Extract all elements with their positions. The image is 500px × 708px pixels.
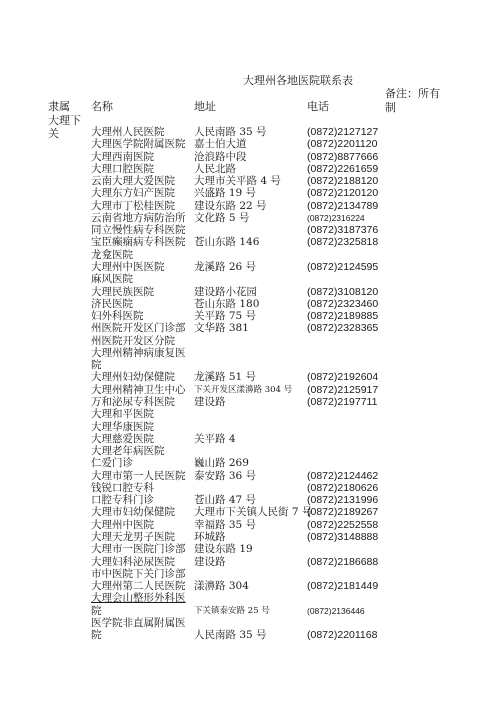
hospital-address: 龙溪路 26 号 bbox=[194, 261, 257, 273]
table-row bbox=[0, 236, 500, 248]
hospital-address: 漾濞路 304 bbox=[194, 580, 249, 592]
hospital-name: 大理州中医院 bbox=[91, 518, 154, 531]
header-address: 地址 bbox=[194, 100, 216, 113]
hospital-address: 文化路 5 号 bbox=[194, 211, 250, 224]
hospital-name: 大理市妇幼保健院 bbox=[91, 506, 175, 519]
table-row bbox=[0, 347, 500, 359]
table-row bbox=[0, 531, 500, 543]
table-row bbox=[0, 580, 500, 592]
hospital-phone: (0872)2189885 bbox=[307, 310, 379, 322]
table-row bbox=[0, 470, 500, 482]
hospital-address: 下关镇泰安路 25 号 bbox=[194, 605, 270, 616]
hospital-phone: (0872)2125917 bbox=[307, 383, 379, 396]
hospital-name: 大理州精神卫生中心 bbox=[91, 383, 186, 396]
hospital-name: 大理西南医院 bbox=[91, 150, 154, 163]
hospital-phone: (0872)2197711 bbox=[307, 395, 378, 408]
table-row bbox=[0, 273, 500, 285]
hospital-phone: (0872)3148888 bbox=[307, 530, 379, 543]
hospital-name: 大理民族医院 bbox=[91, 285, 154, 298]
hospital-address: 建设路小花园 bbox=[194, 285, 257, 298]
hospital-name: 大理妇科泌尿医院 bbox=[91, 555, 175, 568]
table-row bbox=[0, 212, 500, 224]
table-row bbox=[0, 617, 500, 629]
hospital-name: 市中医院下关门诊部 bbox=[91, 567, 186, 580]
table-row bbox=[0, 200, 500, 212]
hospital-name: 龙龛医院 bbox=[91, 248, 133, 261]
table-row bbox=[0, 310, 500, 322]
table-row bbox=[0, 261, 500, 273]
hospital-phone: (0872)2252558 bbox=[307, 518, 379, 531]
hospital-name: 院 bbox=[91, 604, 102, 617]
hospital-address: 幸福路 35 号 bbox=[194, 518, 257, 531]
hospital-name: 云南大理大爱医院 bbox=[91, 175, 175, 188]
table-row bbox=[0, 408, 500, 420]
header-phone: 电话 bbox=[307, 100, 329, 113]
hospital-address: 建设路 bbox=[194, 555, 226, 568]
hospital-address: 嘉士伯大道 bbox=[194, 138, 247, 151]
hospital-address: 人民南路 35 号 bbox=[194, 126, 267, 138]
hospital-phone: (0872)2180626 bbox=[307, 481, 379, 494]
hospital-name: 州医院开发区门诊部 bbox=[91, 322, 186, 335]
hospital-address: 人民南路 35 号 bbox=[194, 629, 267, 642]
hospital-name: 大理市一医院门诊部 bbox=[91, 543, 186, 556]
table-row bbox=[0, 494, 500, 506]
hospital-address: 苍山东路 180 bbox=[194, 297, 260, 310]
hospital-phone: (0872)2188120 bbox=[307, 175, 379, 188]
hospital-name: 云南省地方病防治所 bbox=[91, 211, 186, 224]
hospital-address: 苍山路 47 号 bbox=[194, 494, 257, 507]
table-row bbox=[0, 506, 500, 518]
hospital-address: 大理市下关镇人民街 7 号 bbox=[194, 506, 313, 519]
hospital-name: 钱锐口腔专科 bbox=[91, 481, 154, 494]
hospital-name: 大理东方妇产医院 bbox=[91, 187, 175, 200]
hospital-phone: (0872)8877666 bbox=[307, 150, 379, 163]
hospital-name: 口腔专科门诊 bbox=[91, 494, 154, 507]
hospital-name: 宝臣癫痫病专科医院 bbox=[91, 236, 186, 249]
hospital-name: 大理州人民医院 bbox=[91, 126, 165, 138]
table-row bbox=[0, 138, 500, 150]
hospital-phone: (0872)2136446 bbox=[307, 605, 365, 616]
table-row bbox=[0, 249, 500, 261]
table-row bbox=[0, 187, 500, 199]
table-row bbox=[0, 605, 500, 617]
hospital-address: 龙溪路 51 号 bbox=[194, 371, 257, 384]
hospital-name: 大理会山整形外科医 bbox=[91, 592, 186, 605]
hospital-address: 建设东路 19 bbox=[194, 543, 253, 556]
table-row bbox=[0, 224, 500, 236]
hospital-phone: (0872)2316224 bbox=[307, 212, 365, 223]
hospital-address: 兴盛路 19 号 bbox=[194, 187, 257, 200]
hospital-phone: (0872)2131996 bbox=[307, 494, 379, 507]
hospital-name: 大理市丁松桂医院 bbox=[91, 199, 175, 212]
hospital-name: 大理市第一人民医院 bbox=[91, 469, 186, 482]
hospital-phone: (0872)3108120 bbox=[307, 285, 379, 298]
table-row bbox=[0, 322, 500, 334]
hospital-address: 人民北路 bbox=[194, 162, 236, 175]
hospital-address: 环城路 bbox=[194, 530, 226, 543]
hospital-name: 济民医院 bbox=[91, 297, 133, 310]
hospital-phone: (0872)2325818 bbox=[307, 236, 379, 249]
hospital-phone: (0872)2201120 bbox=[307, 138, 378, 151]
hospital-phone: (0872)2127127 bbox=[307, 126, 379, 138]
hospital-address: 关平路 75 号 bbox=[194, 310, 257, 322]
hospital-phone: (0872)2189267 bbox=[307, 506, 379, 519]
hospital-phone: (0872)2124595 bbox=[307, 261, 379, 273]
table-row bbox=[0, 592, 500, 604]
table-row bbox=[0, 543, 500, 555]
table-row bbox=[0, 629, 500, 641]
hospital-name: 大理医学院附属医院 bbox=[91, 138, 186, 151]
hospital-name: 大理和平医院 bbox=[91, 408, 154, 421]
hospital-phone: (0872)2181449 bbox=[307, 580, 379, 592]
hospital-phone: (0872)2186688 bbox=[307, 555, 379, 568]
header-category: 隶属 bbox=[48, 100, 70, 113]
hospital-phone: (0872)3187376 bbox=[307, 224, 379, 237]
hospital-address: 泰安路 36 号 bbox=[194, 469, 257, 482]
table-row bbox=[0, 433, 500, 445]
hospital-name: 院 bbox=[91, 359, 102, 372]
hospital-phone: (0872)2328365 bbox=[307, 322, 379, 335]
table-row bbox=[0, 482, 500, 494]
table-row bbox=[0, 335, 500, 347]
remark-note: 备注：所有制 bbox=[385, 87, 440, 114]
hospital-address: 下关开发区漾濞路 304 号 bbox=[194, 384, 293, 395]
hospital-address: 巍山路 269 bbox=[194, 457, 249, 470]
table-row bbox=[0, 359, 500, 371]
hospital-name: 大理州妇幼保健院 bbox=[91, 371, 175, 384]
hospital-name: 州医院开发区分院 bbox=[91, 334, 175, 347]
table-row bbox=[0, 556, 500, 568]
hospital-address: 沧浪路中段 bbox=[194, 150, 247, 163]
table-row bbox=[0, 151, 500, 163]
document-title: 大理州各地医院联系表 bbox=[243, 74, 353, 87]
table-row bbox=[0, 384, 500, 396]
hospital-phone: (0872)2323460 bbox=[307, 297, 379, 310]
hospital-name: 大理慈爱医院 bbox=[91, 432, 154, 445]
hospital-address: 建设路 bbox=[194, 395, 226, 408]
hospital-name: 麻风医院 bbox=[91, 273, 133, 286]
hospital-phone: (0872)2192604 bbox=[307, 371, 379, 384]
hospital-phone: (0872)2120120 bbox=[307, 187, 379, 200]
hospital-name: 大理老年病医院 bbox=[91, 445, 165, 457]
table-row bbox=[0, 421, 500, 433]
hospital-phone: (0872)2261659 bbox=[307, 162, 379, 175]
hospital-address: 苍山东路 146 bbox=[194, 236, 260, 249]
header-name: 名称 bbox=[91, 100, 113, 113]
hospital-name: 大理州精神病康复医 bbox=[91, 346, 186, 359]
hospital-address: 关平路 4 bbox=[194, 432, 236, 445]
table-row bbox=[0, 568, 500, 580]
table-row bbox=[0, 163, 500, 175]
hospital-name: 院 bbox=[91, 629, 102, 642]
hospital-address: 建设东路 22 号 bbox=[194, 199, 267, 212]
hospital-phone: (0872)2124462 bbox=[307, 469, 379, 482]
hospital-name: 妇外科医院 bbox=[91, 310, 144, 322]
hospital-name: 同立慢性病专科医院 bbox=[91, 224, 186, 237]
hospital-address: 文华路 381 bbox=[194, 322, 249, 335]
table-row bbox=[0, 519, 500, 531]
category-cell: 大理下关 bbox=[48, 114, 81, 140]
hospital-address: 大理市关平路 4 号 bbox=[194, 175, 281, 188]
table-row bbox=[0, 396, 500, 408]
hospital-name: 万和泌尿专科医院 bbox=[91, 395, 175, 408]
table-row bbox=[0, 457, 500, 469]
hospital-name: 大理天龙男子医院 bbox=[91, 530, 175, 543]
table-row bbox=[0, 286, 500, 298]
hospital-name: 仁爱门诊 bbox=[91, 457, 133, 470]
table-row bbox=[0, 126, 500, 138]
hospital-phone: (0872)2134789 bbox=[307, 199, 379, 212]
hospital-name: 大理州中医医院 bbox=[91, 261, 165, 273]
table-row bbox=[0, 445, 500, 457]
hospital-name: 大理华康医院 bbox=[91, 420, 154, 433]
table-row bbox=[0, 298, 500, 310]
table-row bbox=[0, 371, 500, 383]
table-row bbox=[0, 175, 500, 187]
hospital-name: 大理口腔医院 bbox=[91, 162, 154, 175]
hospital-name: 大理州第二人民医院 bbox=[91, 580, 186, 592]
hospital-phone: (0872)2201168 bbox=[307, 629, 378, 642]
hospital-name: 医学院非直属附属医 bbox=[91, 616, 186, 629]
